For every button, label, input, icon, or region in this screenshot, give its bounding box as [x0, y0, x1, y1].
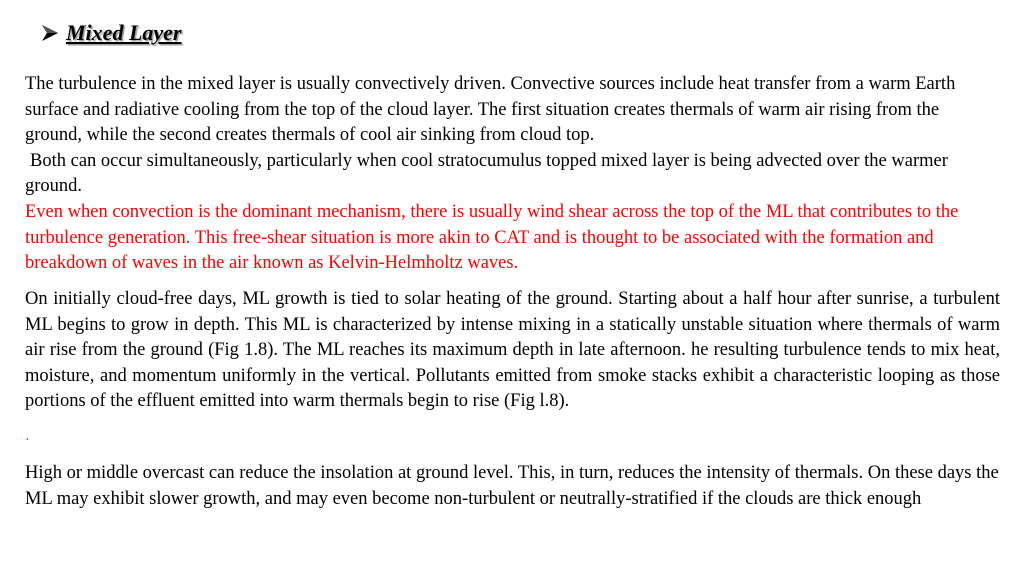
paragraph-ml-growth: On initially cloud-free days, ML growth is tied to solar heating of the ground. Starting about a half hour after sunrise, a turbulent ML begins to grow in depth. This ML is characterized by intense mixing in a statically unstable situation where thermals of warm air rise from the ground (Fig 1.8). The ML reaches its maximum depth in late afternoon. he resulting turbulence tends to mix heat, moisture, and momentum uniformly in the vertical. Pollutants emitted from smoke stacks exhibit a characteristic looping as those portions of the effluent emitted into warm thermals begin to rise (Fig l.8). — [25, 289, 1000, 411]
paragraph-text: The turbulence in the mixed layer is usually convectively driven. Convective sources include heat transfer from a warm Earth surface and radiative cooling from the top of the cloud layer. The first situation creates thermals of warm air rising from the ground, while the second creates thermals of cool air sinking from cloud top. — [25, 74, 956, 145]
paragraph-text: Both can occur simultaneously, particularly when cool stratocumulus topped mixed layer is being advected over the warmer ground. — [25, 150, 948, 196]
paragraph-overcast: High or middle overcast can reduce the insolation at ground level. This, in turn, reduces the intensity of thermals. On these days the ML may exhibit slower growth, and may even become non-turbulent or neutrally-stratified if the clouds are thick enough — [25, 463, 999, 509]
slide-title: Mixed Layer — [66, 20, 182, 45]
paragraph-wind-shear: Even when convection is the dominant mechanism, there is usually wind shear across the top of the ML that contributes to the turbulence generation. This free-shear situation is more akin to CAT and is thought to be associated with the formation and breakdown of waves in the air known as Kelvin-Helmholtz waves. — [25, 202, 959, 273]
paragraph-convective-sources — [25, 72, 997, 200]
arrow-bullet-icon — [40, 23, 60, 43]
slide-heading — [40, 20, 181, 46]
stray-mark: · — [25, 433, 30, 448]
